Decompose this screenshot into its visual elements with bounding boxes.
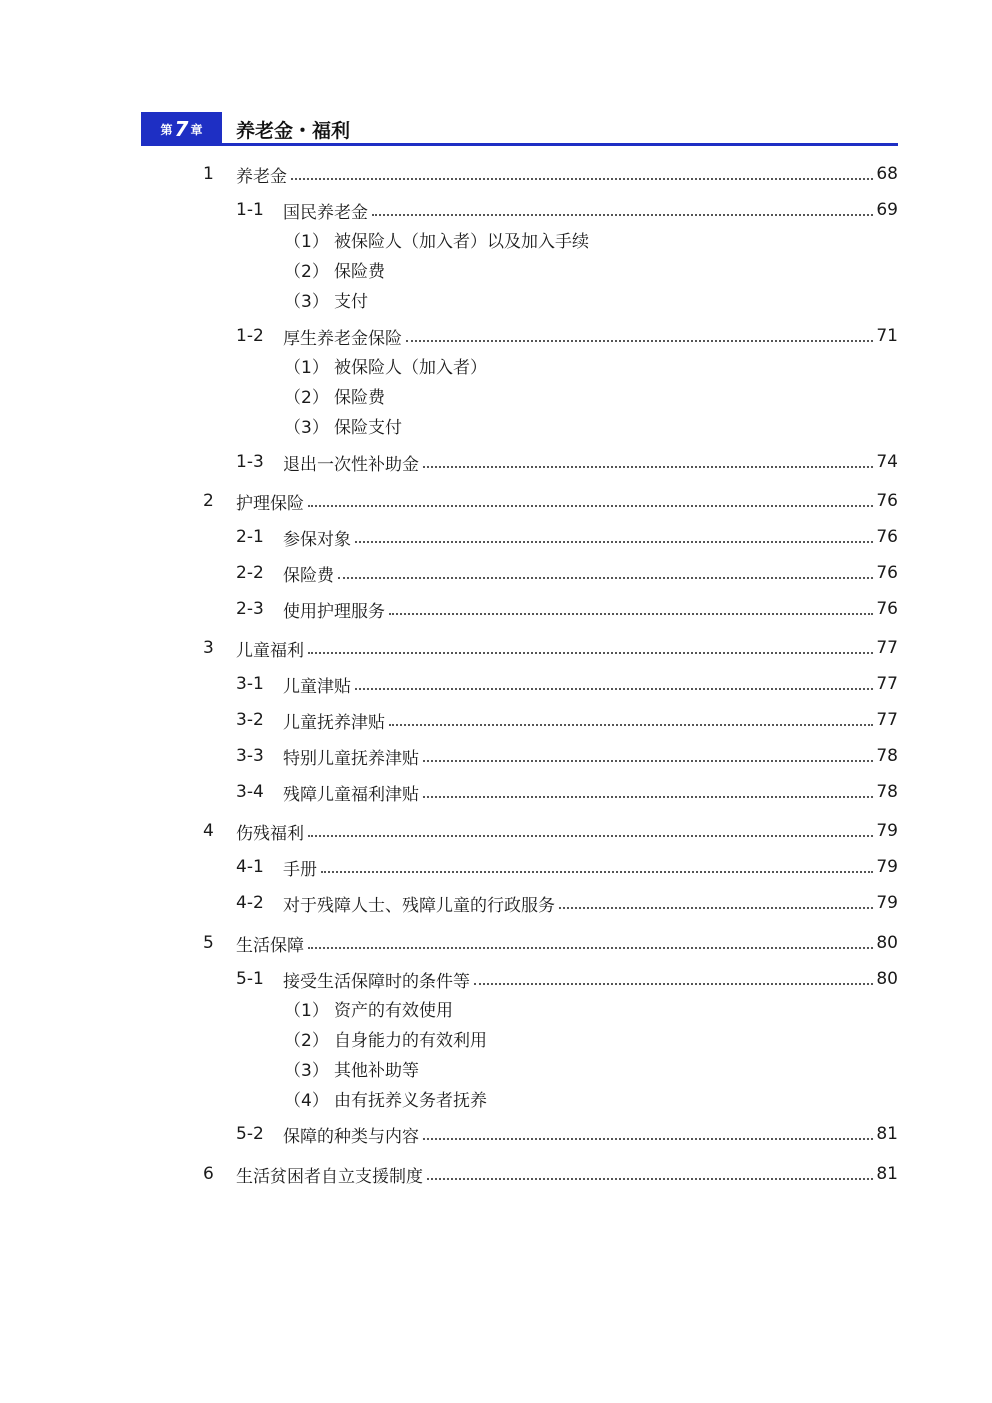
- toc-page: 79: [876, 821, 898, 841]
- toc-title: 被保险人（加入者）以及加入手续: [334, 231, 589, 252]
- toc-entry[interactable]: [236, 324, 898, 348]
- toc-page: 76: [876, 599, 898, 619]
- toc-subentry[interactable]: [284, 353, 684, 377]
- toc-entry[interactable]: [236, 561, 898, 585]
- toc-number: 2-2: [236, 563, 264, 583]
- toc-page: 77: [876, 710, 898, 730]
- toc-page: 81: [876, 1124, 898, 1144]
- toc-page: 77: [876, 674, 898, 694]
- toc-number: 3-2: [236, 710, 264, 730]
- toc-page: 71: [876, 326, 898, 346]
- dot-leader: [423, 466, 873, 468]
- toc-title: 保险费: [334, 387, 385, 408]
- toc-title: 其他补助等: [334, 1060, 419, 1081]
- toc-page: 76: [876, 491, 898, 511]
- toc-number: （1）: [284, 1000, 329, 1021]
- toc-entry[interactable]: [236, 1122, 898, 1146]
- dot-leader: [308, 505, 873, 507]
- dot-leader: [423, 760, 873, 762]
- toc-title: 生活贫困者自立支援制度: [236, 1166, 423, 1187]
- dot-leader: [423, 796, 873, 798]
- toc-title: 保险费: [334, 261, 385, 282]
- toc-title: 由有抚养义务者抚养: [334, 1090, 487, 1111]
- toc-title: 国民养老金: [283, 202, 368, 223]
- dot-leader: [423, 1138, 873, 1140]
- toc-title: 接受生活保障时的条件等: [283, 971, 470, 992]
- toc-number: 2-3: [236, 599, 264, 619]
- toc-entry[interactable]: [236, 780, 898, 804]
- toc-title: 厚生养老金保险: [283, 328, 402, 349]
- toc-subentry[interactable]: [284, 413, 684, 437]
- toc-page: 81: [876, 1164, 898, 1184]
- toc-title: 对于残障人士、残障儿童的行政服务: [283, 895, 555, 916]
- toc-title: 特别儿童抚养津贴: [283, 748, 419, 769]
- toc-entry[interactable]: [203, 489, 898, 513]
- toc-entry[interactable]: [236, 855, 898, 879]
- toc-title: 支付: [334, 291, 368, 312]
- toc-page: 80: [876, 933, 898, 953]
- toc-page: 76: [876, 563, 898, 583]
- toc-entry[interactable]: [236, 967, 898, 991]
- toc-entry[interactable]: [236, 708, 898, 732]
- toc-number: 5-1: [236, 969, 264, 989]
- toc-number: 3: [203, 638, 214, 658]
- toc-number: 3-1: [236, 674, 264, 694]
- toc-page: 78: [876, 746, 898, 766]
- toc-number: 3-4: [236, 782, 264, 802]
- chapter-number: 7: [174, 117, 189, 141]
- toc-number: （2）: [284, 387, 329, 408]
- toc-page: 74: [876, 452, 898, 472]
- toc-number: （3）: [284, 1060, 329, 1081]
- chapter-title: 养老金・福利: [236, 120, 351, 142]
- dot-leader: [291, 178, 873, 180]
- toc-subentry[interactable]: [284, 1026, 684, 1050]
- dot-leader: [559, 907, 873, 909]
- toc-page: 68: [876, 164, 898, 184]
- toc-entry[interactable]: [236, 891, 898, 915]
- toc-number: （1）: [284, 357, 329, 378]
- toc-entry[interactable]: [236, 597, 898, 621]
- toc-page: 77: [876, 638, 898, 658]
- dot-leader: [427, 1178, 873, 1180]
- toc-number: 4-1: [236, 857, 264, 877]
- toc-number: 6: [203, 1164, 214, 1184]
- toc-number: 1-3: [236, 452, 264, 472]
- dot-leader: [321, 871, 873, 873]
- toc-entry[interactable]: [236, 525, 898, 549]
- toc-page: 78: [876, 782, 898, 802]
- dot-leader: [474, 983, 873, 985]
- dot-leader: [308, 835, 873, 837]
- dot-leader: [406, 340, 873, 342]
- toc-entry[interactable]: [203, 819, 898, 843]
- toc-entry[interactable]: [203, 931, 898, 955]
- toc-number: 1: [203, 164, 214, 184]
- toc-number: 2: [203, 491, 214, 511]
- toc-entry[interactable]: [236, 744, 898, 768]
- chapter-suffix: 章: [190, 122, 203, 137]
- toc-number: 3-3: [236, 746, 264, 766]
- toc-number: 5: [203, 933, 214, 953]
- toc-number: （2）: [284, 1030, 329, 1051]
- toc-page: 76: [876, 527, 898, 547]
- toc-entry[interactable]: [203, 162, 898, 186]
- toc-entry[interactable]: [203, 636, 898, 660]
- toc-title: 资产的有效使用: [334, 1000, 453, 1021]
- dot-leader: [308, 652, 873, 654]
- toc-subentry[interactable]: [284, 287, 684, 311]
- toc-entry[interactable]: [203, 1162, 898, 1186]
- toc-title: 保障的种类与内容: [283, 1126, 419, 1147]
- toc-entry[interactable]: [236, 450, 898, 474]
- toc-number: （3）: [284, 417, 329, 438]
- dot-leader: [372, 214, 873, 216]
- toc-number: （2）: [284, 261, 329, 282]
- toc-subentry[interactable]: [284, 1056, 684, 1080]
- toc-number: 1-1: [236, 200, 264, 220]
- chapter-badge: [141, 112, 222, 146]
- toc-page: 80: [876, 969, 898, 989]
- toc-title: 儿童福利: [236, 640, 304, 661]
- toc-number: （3）: [284, 291, 329, 312]
- chapter-header: [141, 112, 898, 146]
- dot-leader: [355, 541, 873, 543]
- dot-leader: [338, 577, 873, 579]
- toc-entry[interactable]: [236, 198, 898, 222]
- toc-title: 使用护理服务: [283, 601, 385, 622]
- toc-number: 2-1: [236, 527, 264, 547]
- toc-number: 1-2: [236, 326, 264, 346]
- toc-number: （4）: [284, 1090, 329, 1111]
- toc-title: 残障儿童福利津贴: [283, 784, 419, 805]
- dot-leader: [308, 947, 873, 949]
- toc-page: 79: [876, 893, 898, 913]
- toc-title: 伤残福利: [236, 823, 304, 844]
- toc-title: 儿童抚养津贴: [283, 712, 385, 733]
- chapter-prefix: 第: [160, 122, 173, 137]
- toc-title: 护理保险: [236, 493, 304, 514]
- toc-page: 69: [876, 200, 898, 220]
- toc-page: 79: [876, 857, 898, 877]
- toc-subentry[interactable]: [284, 227, 684, 251]
- toc-title: 参保对象: [283, 529, 351, 550]
- dot-leader: [389, 613, 873, 615]
- dot-leader: [355, 688, 873, 690]
- toc-subentry[interactable]: [284, 257, 684, 281]
- toc-title: 手册: [283, 859, 317, 880]
- toc-number: 4-2: [236, 893, 264, 913]
- toc-title: 儿童津贴: [283, 676, 351, 697]
- toc-number: 5-2: [236, 1124, 264, 1144]
- toc-subentry[interactable]: [284, 996, 684, 1020]
- toc-title: 被保险人（加入者）: [334, 357, 487, 378]
- toc-title: 保险费: [283, 565, 334, 586]
- dot-leader: [389, 724, 873, 726]
- toc-entry[interactable]: [236, 672, 898, 696]
- toc-title: 退出一次性补助金: [283, 454, 419, 475]
- toc-number: 4: [203, 821, 214, 841]
- toc-title: 生活保障: [236, 935, 304, 956]
- toc-title: 自身能力的有效利用: [334, 1030, 487, 1051]
- toc-title: 保险支付: [334, 417, 402, 438]
- toc-number: （1）: [284, 231, 329, 252]
- toc-subentry[interactable]: [284, 383, 684, 407]
- toc-title: 养老金: [236, 166, 287, 187]
- toc-subentry[interactable]: [284, 1086, 684, 1110]
- chapter-divider: [141, 143, 898, 146]
